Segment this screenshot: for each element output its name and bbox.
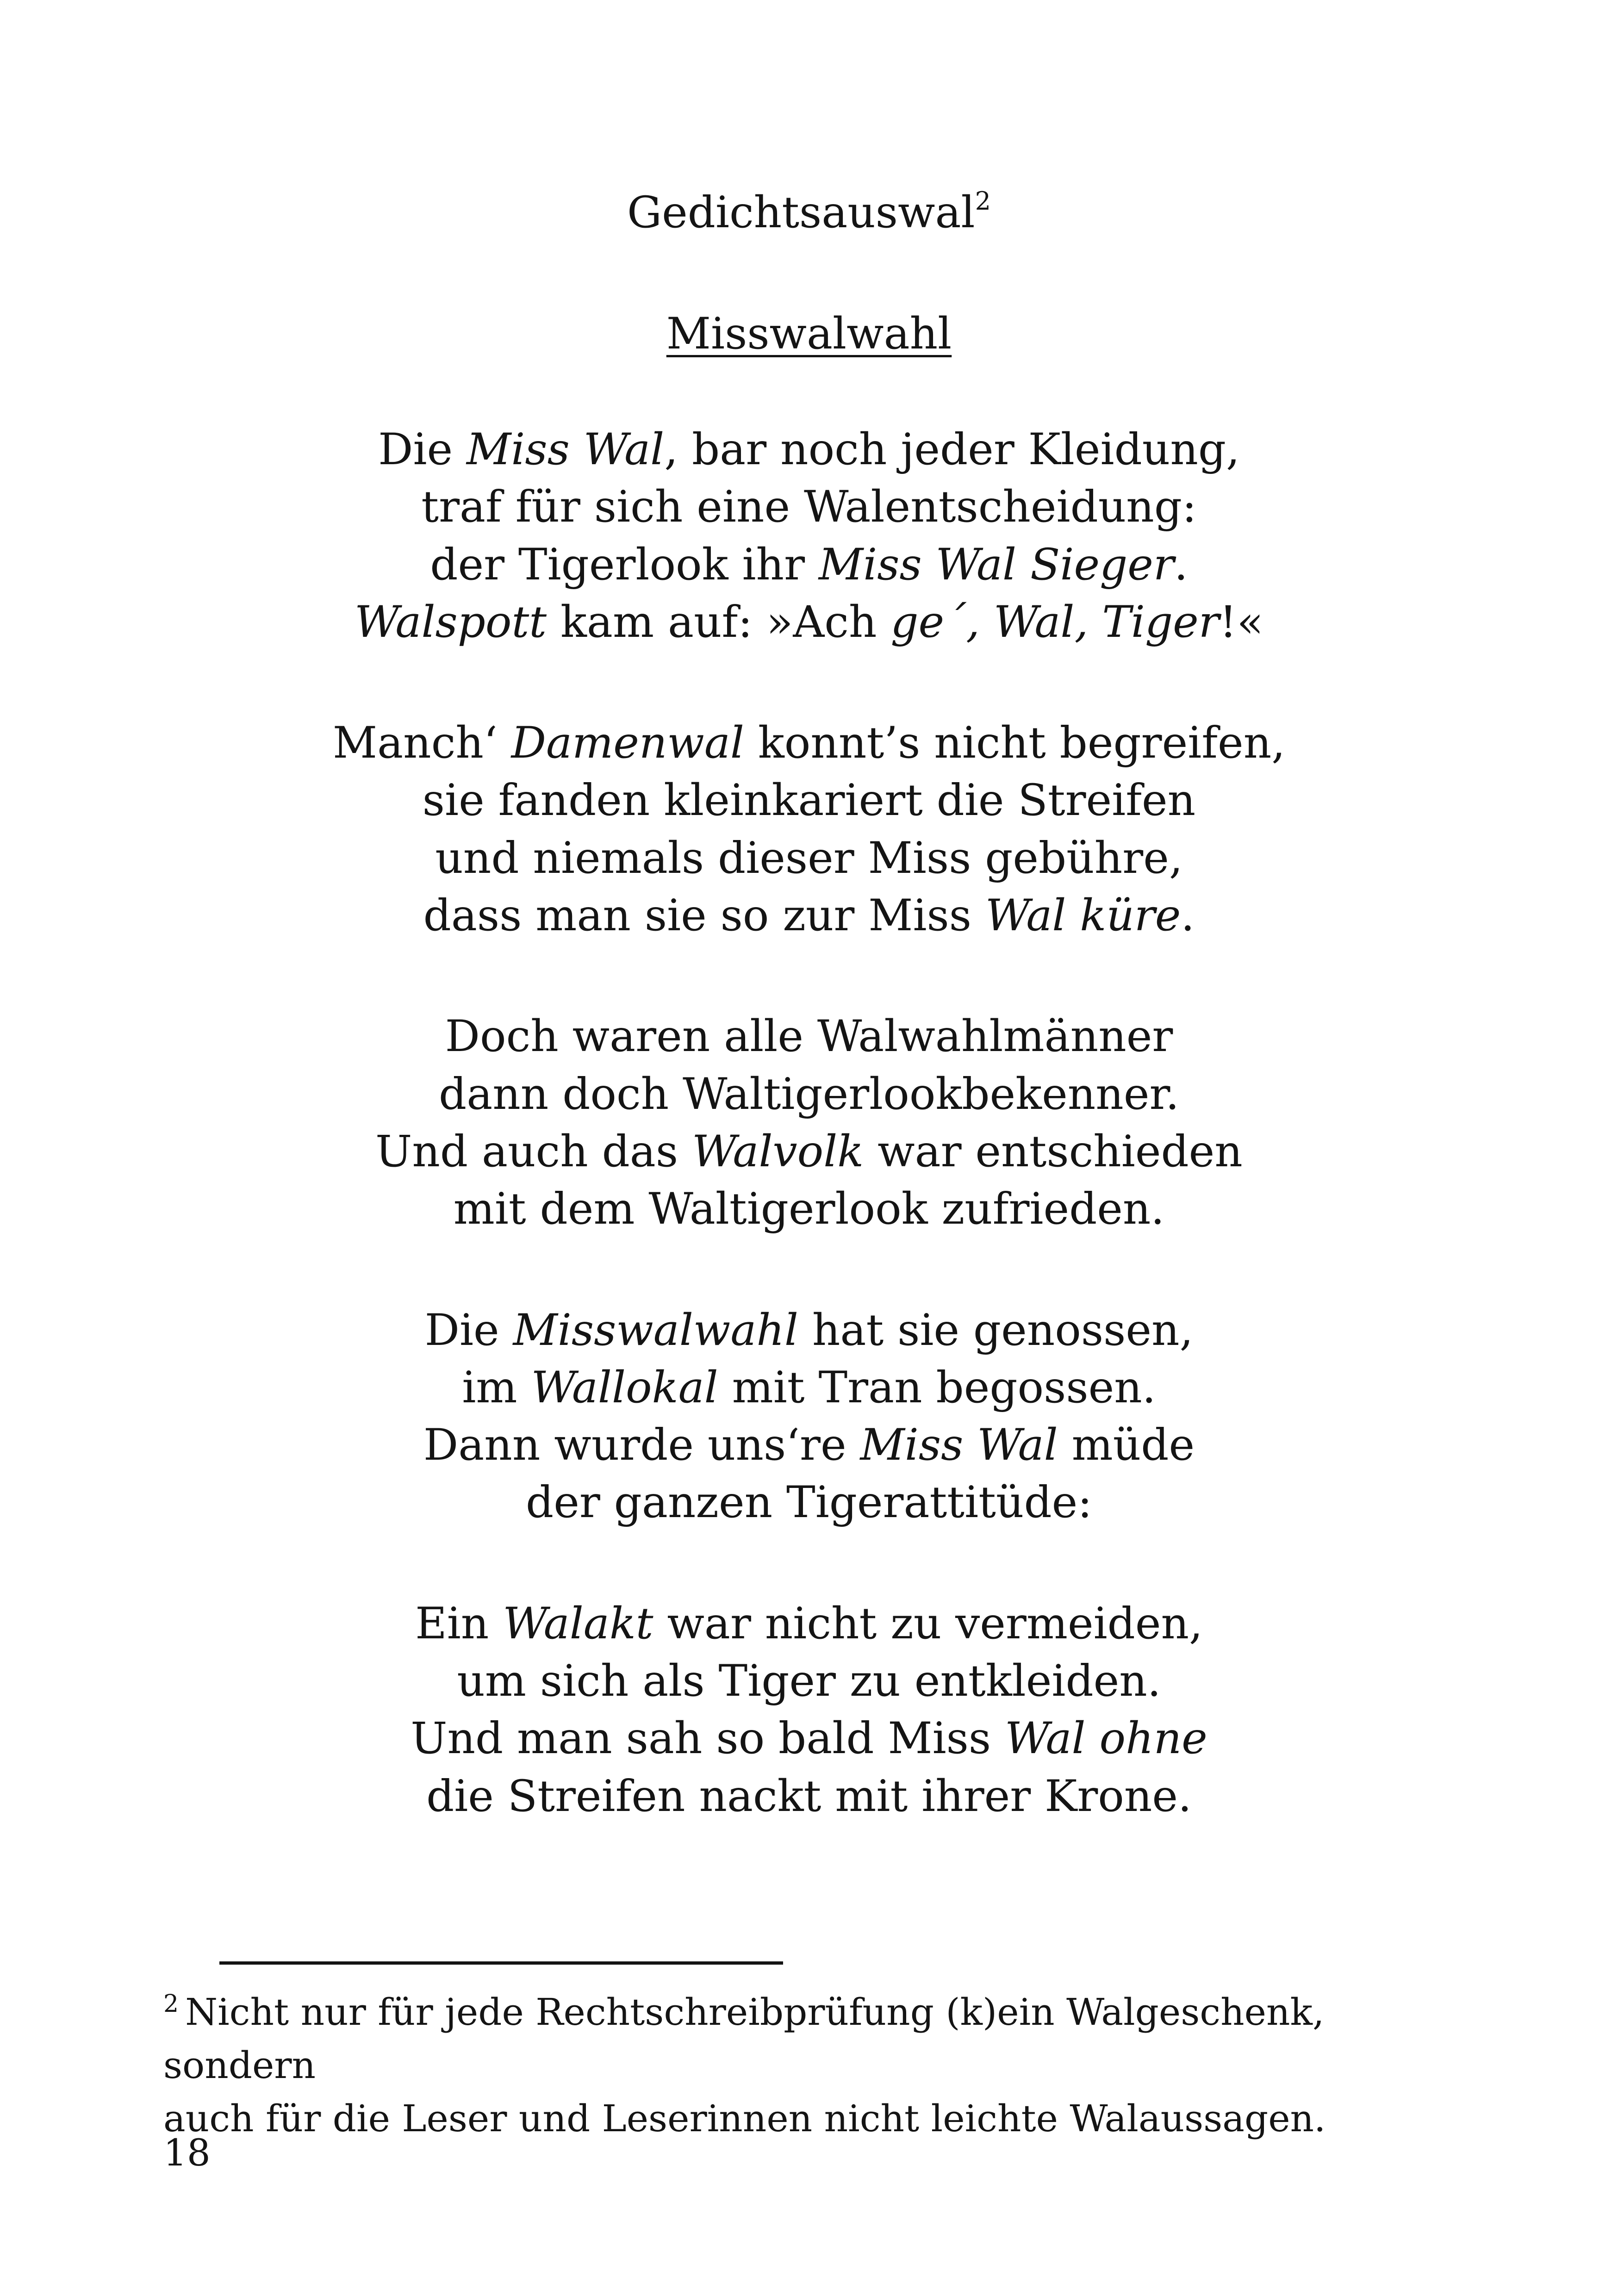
poem-line — [0, 715, 1618, 772]
page-title-text: Gedichtsauswal — [627, 187, 975, 238]
line-text: Die — [378, 424, 467, 475]
line-text: der ganzen Tigerattitüde: — [526, 1477, 1092, 1528]
line-text-italic: Misswalwahl — [513, 1305, 798, 1356]
line-text: Dann wurde uns‘re — [423, 1420, 860, 1471]
line-text-italic: Walspott — [354, 597, 547, 647]
footnote-line — [163, 1985, 1459, 2092]
poem-line — [0, 421, 1618, 479]
line-text-italic: Wal ohne — [1005, 1713, 1207, 1764]
line-text: . — [1174, 539, 1188, 590]
line-text: mit dem Waltigerlook zufrieden. — [453, 1184, 1165, 1235]
poem-line — [0, 1181, 1618, 1238]
stanza-5 — [0, 1595, 1618, 1825]
line-text: Die — [424, 1305, 513, 1356]
footnote-text: Nicht nur für jede Rechtschreibprüfung (k)ein Walgeschenk, sondern — [163, 1991, 1325, 2087]
line-text: Doch waren alle Walwahlmänner — [445, 1011, 1173, 1062]
footnote-reference: 2 — [975, 187, 991, 216]
poem-line — [0, 594, 1618, 651]
poem-line — [0, 1474, 1618, 1531]
footnote-line — [163, 2092, 1459, 2145]
line-text: kam auf: »Ach — [547, 597, 891, 647]
poem-line — [0, 887, 1618, 945]
line-text: mit Tran begossen. — [718, 1362, 1156, 1413]
line-text: traf für sich eine Walentscheidung: — [421, 482, 1197, 533]
line-text: müde — [1058, 1420, 1195, 1471]
poem-line — [0, 1123, 1618, 1181]
line-text: . — [1181, 890, 1195, 941]
poem-body — [0, 421, 1618, 1889]
line-text-italic: Wallokal — [531, 1362, 718, 1413]
poem-line — [0, 1359, 1618, 1417]
poem-line — [0, 1710, 1618, 1767]
line-text: Und auch das — [375, 1126, 692, 1177]
line-text-italic: Miss Wal Sieger — [818, 539, 1174, 590]
line-text-italic: Miss Wal — [467, 424, 665, 475]
stanza-1 — [0, 421, 1618, 651]
footnote-text: auch für die Leser und Leserinnen nicht leichte Walaussagen. — [163, 2097, 1326, 2140]
page-number: 18 — [163, 2131, 211, 2174]
poem-line — [0, 1595, 1618, 1653]
poem-line — [0, 772, 1618, 829]
stanza-4 — [0, 1302, 1618, 1532]
line-text-italic: Wal küre — [985, 890, 1181, 941]
line-text-italic: Miss Wal — [860, 1420, 1058, 1471]
stanza-3 — [0, 1008, 1618, 1238]
poem-line — [0, 479, 1618, 536]
poem-line — [0, 1768, 1618, 1825]
stanza-2 — [0, 715, 1618, 945]
line-text-italic: Walakt — [503, 1598, 653, 1649]
footnote-marker: 2 — [163, 1990, 179, 2018]
line-text: hat sie genossen, — [798, 1305, 1194, 1356]
line-text: der Tigerlook ihr — [430, 539, 819, 590]
line-text: dass man sie so zur Miss — [423, 890, 985, 941]
line-text: um sich als Tiger zu entkleiden. — [457, 1656, 1161, 1707]
line-text: war entschieden — [864, 1126, 1243, 1177]
poem-line — [0, 1653, 1618, 1710]
poem-line — [0, 1066, 1618, 1123]
line-text: Ein — [415, 1598, 503, 1649]
line-text: dann doch Waltigerlookbekenner. — [439, 1069, 1179, 1120]
line-text: !« — [1219, 597, 1264, 647]
poem-line — [0, 536, 1618, 594]
line-text: Und man sah so bald Miss — [411, 1713, 1005, 1764]
poem-line — [0, 1008, 1618, 1065]
page-title — [0, 185, 1618, 241]
poem-line — [0, 1417, 1618, 1474]
poem-title — [0, 306, 1618, 362]
poem-line — [0, 830, 1618, 887]
line-text: sie fanden kleinkariert die Streifen — [422, 775, 1196, 826]
line-text: konnt’s nicht begreifen, — [744, 718, 1286, 769]
poem-line — [0, 1302, 1618, 1359]
footnote-divider — [219, 1961, 783, 1965]
poem-title-text: Misswalwahl — [666, 309, 952, 359]
line-text-italic: ge´, Wal, Tiger — [890, 597, 1220, 647]
line-text: war nicht zu vermeiden, — [653, 1598, 1203, 1649]
line-text: und niemals dieser Miss gebühre, — [435, 833, 1183, 884]
line-text: , bar noch jeder Kleidung, — [664, 424, 1240, 475]
footnote — [163, 1985, 1459, 2145]
line-text: die Streifen nackt mit ihrer Krone. — [426, 1771, 1192, 1822]
line-text: Manch‘ — [332, 718, 511, 769]
line-text-italic: Damenwal — [511, 718, 744, 769]
line-text: im — [462, 1362, 531, 1413]
line-text-italic: Walvolk — [691, 1126, 864, 1177]
